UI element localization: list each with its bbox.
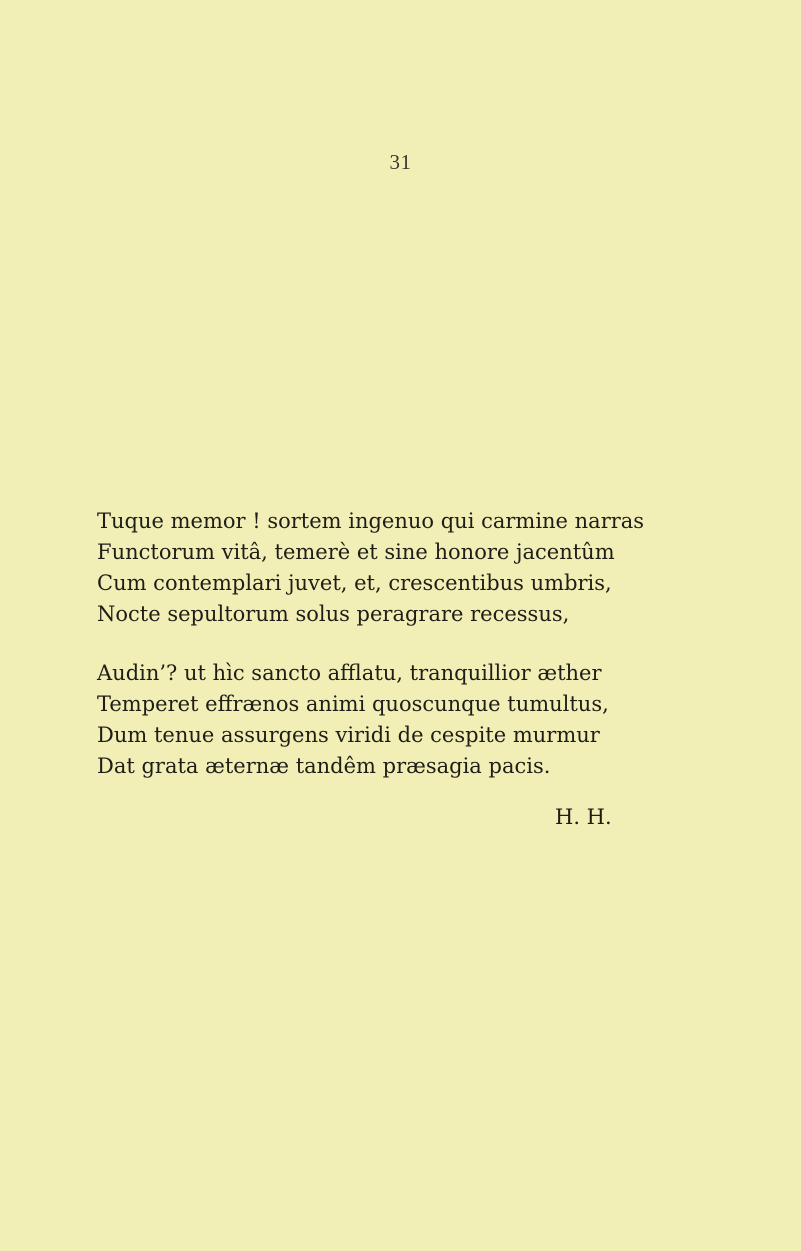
stanza-2 xyxy=(97,658,717,782)
poem xyxy=(97,506,717,782)
stanza-1 xyxy=(97,506,717,630)
signature: H. H. xyxy=(555,805,612,829)
poem-line: Functorum vitâ, temerè et sine honore jacentûm xyxy=(97,540,615,564)
poem-line: Temperet effrænos animi quoscunque tumultus, xyxy=(97,692,609,716)
poem-line: Dat grata æternæ tandêm præsagia pacis. xyxy=(97,754,551,778)
poem-line: Nocte sepultorum solus peragrare recessus, xyxy=(97,602,570,626)
poem-line: Tuque memor ! sortem ingenuo qui carmine narras xyxy=(97,509,645,533)
poem-line: Cum contemplari juvet, et, crescentibus umbris, xyxy=(97,571,612,595)
poem-line: Audin’? ut hı̀c sancto afflatu, tranquillior æther xyxy=(97,661,602,685)
page-number: 31 xyxy=(389,150,412,174)
poem-line: Dum tenue assurgens viridi de cespite murmur xyxy=(97,723,600,747)
